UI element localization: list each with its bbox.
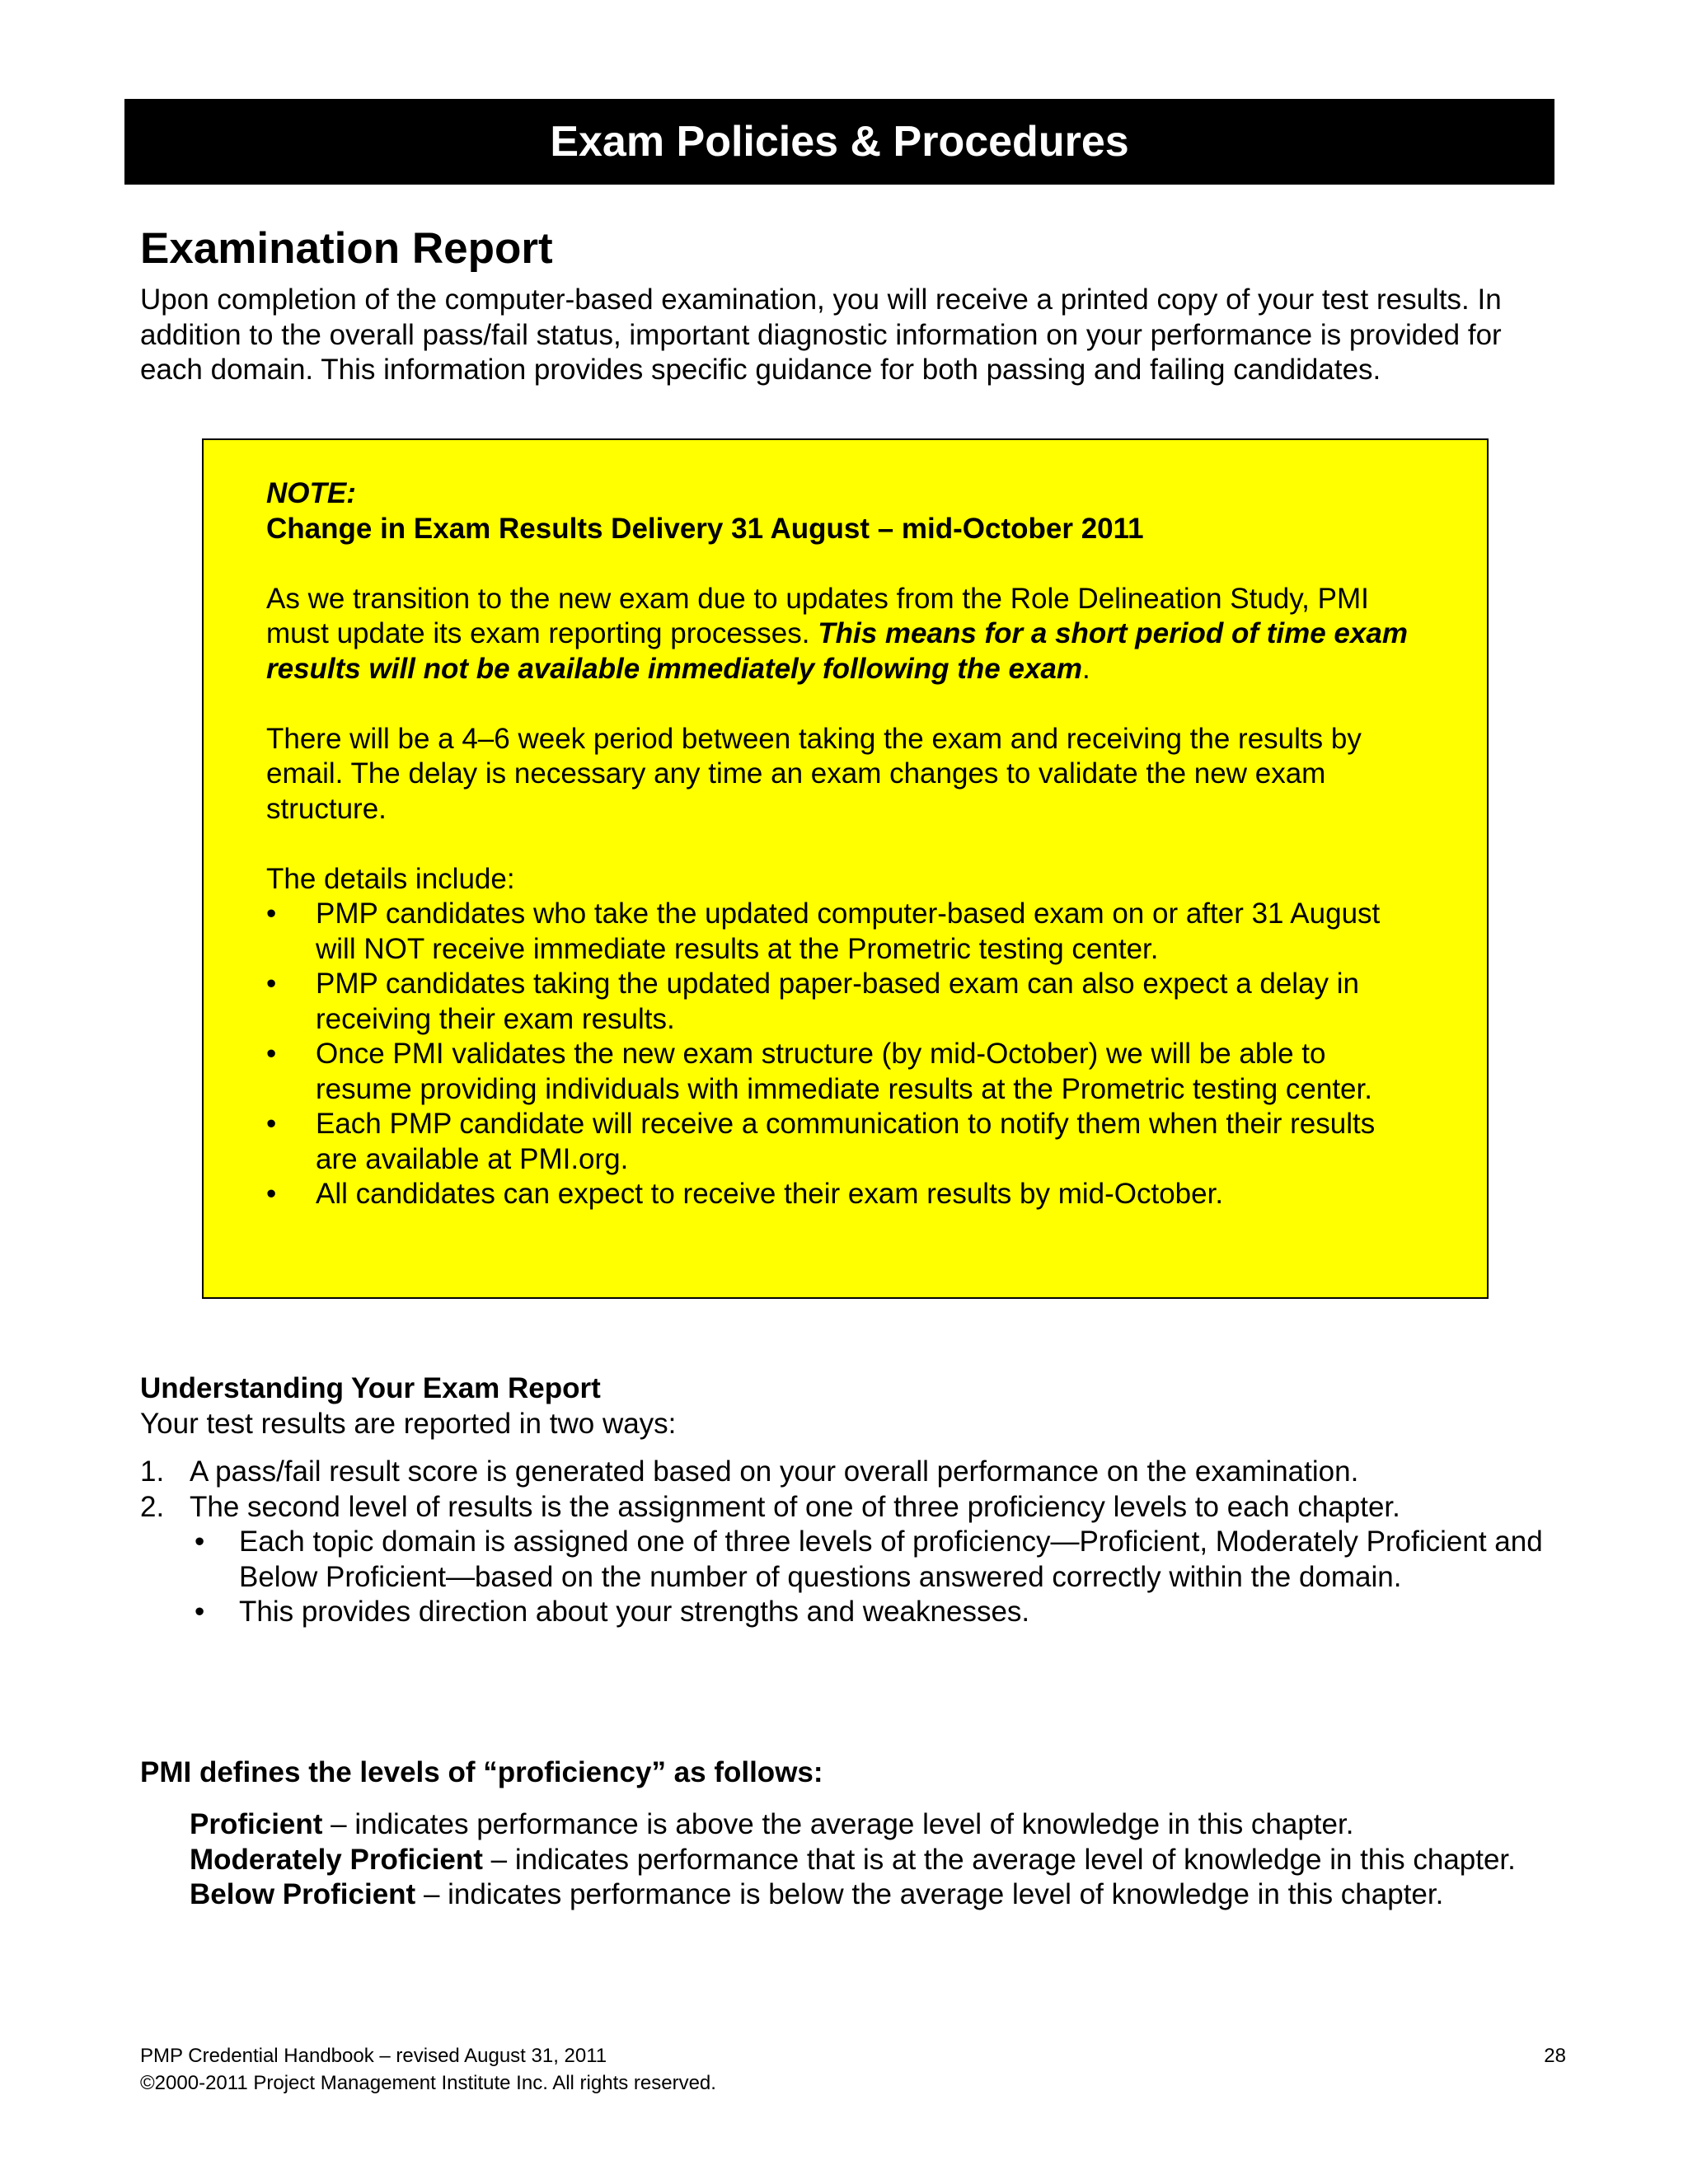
definition-desc: – indicates performance that is at the average level of knowledge in this chapter. [482,1843,1516,1876]
note-content [266,476,1420,1212]
list-item [140,1455,1566,1490]
list-item: • PMP candidates who take the updated computer-based exam on or after 31 August will NOT receive immediate results at the Prometric testing center. [266,897,1420,967]
note-paragraph-2: There will be a 4–6 week period between taking the exam and receiving the results by email. The delay is necessary any time an exam changes to validate the new exam structure. [266,722,1362,825]
list-item: • Each PMP candidate will receive a communication to notify them when their results are available at PMI.org. [266,1107,1420,1177]
list-item: • Once PMI validates the new exam structure (by mid-October) we will be able to resume providing individuals with immediate results at the Prometric testing center. [266,1037,1420,1107]
definition-term: Proficient [190,1808,323,1840]
definition-item [190,1807,1541,1843]
list-item: • All candidates can expect to receive their exam results by mid-October. [266,1177,1420,1212]
page-number: 28 [1544,2045,1566,2067]
note-label: NOTE: [266,477,356,509]
note-paragraph-1-plain: As we transition to the new exam due to updates from the Role Delineation Study, PMI must update its exam reporting processes. [266,582,1369,649]
proficiency-bullets [140,1525,1566,1630]
definition-item [190,1843,1541,1878]
list-text: The second level of results is the assignment of one of three proficiency levels to each chapter. [190,1490,1400,1523]
definition-term: Moderately Proficient [190,1843,483,1876]
list-number: 1. [140,1455,165,1488]
list-item [140,1490,1566,1526]
list-number: 2. [140,1490,165,1523]
list-text: A pass/fail result score is generated based on your overall performance on the examination. [190,1455,1359,1488]
list-item: • This provides direction about your strengths and weaknesses. [140,1595,1566,1630]
page-footer [140,2042,1566,2097]
definitions-heading: PMI defines the levels of “proficiency” as follows: [140,1756,823,1788]
understanding-heading: Understanding Your Exam Report [140,1372,601,1404]
understanding-subtitle: Your test results are reported in two ways: [140,1407,677,1440]
page-title: Examination Report [140,224,553,273]
details-intro: The details include: [266,862,515,895]
definitions-list [190,1807,1541,1913]
definition-desc: – indicates performance is above the average level of knowledge in this chapter. [322,1808,1354,1840]
section-banner [124,99,1554,185]
definition-item [190,1877,1541,1913]
details-list [266,897,1420,1212]
definition-term: Below Proficient [190,1878,416,1910]
note-heading: Change in Exam Results Delivery 31 August – mid-October 2011 [266,512,1144,545]
list-item: • PMP candidates taking the updated paper-based exam can also expect a delay in receiving their exam results. [266,967,1420,1037]
note-paragraph-1 [266,582,1420,687]
footer-line-1: PMP Credential Handbook – revised August 31, 2011 [140,2045,607,2067]
note-paragraph-1-end: . [1082,652,1090,685]
note-paragraph-1-emphasis: This means for a short period of time exam results will not be available immediately following the exam [266,617,1408,685]
intro-paragraph: Upon completion of the computer-based examination, you will receive a printed copy of your test results. In addition to the overall pass/fail status, important diagnostic information on your performance is provided for each domain. This information provides specific guidance for both passing and failing candidates. [140,284,1502,386]
definition-desc: – indicates performance is below the average level of knowledge in this chapter. [415,1878,1444,1910]
results-list [140,1455,1566,1525]
footer-copyright: ©2000-2011 Project Management Institute Inc. All rights reserved. [140,2072,716,2094]
banner-title: Exam Policies & Procedures [550,118,1129,166]
list-item: • Each topic domain is assigned one of three levels of proficiency—Proficient, Moderately Proficient and Below Proficient—based on the number of questions answered correctly within the domain. [140,1525,1566,1595]
understanding-section [140,1371,1566,1630]
note-callout [202,438,1489,1299]
